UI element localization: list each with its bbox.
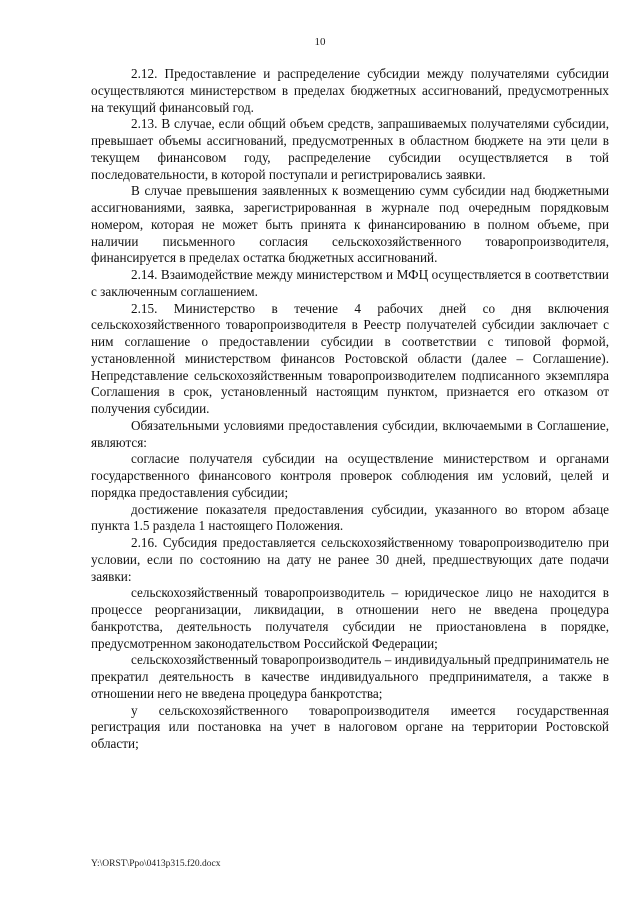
paragraph-state-registration: у сельскохозяйственного товаропроизводителя имеется государственная регистрация или постановка на учет в налоговом органе на территории Ростовской области; (91, 702, 609, 751)
paragraph-2-12: 2.12. Предоставление и распределение субсидии между получателями субсидии осуществляются министерством в пределах бюджетных ассигнований, предусмотренных на текущий финансовый год. (91, 66, 609, 115)
paragraph-2-16: 2.16. Субсидия предоставляется сельскохозяйственному товаропроизводителю при условии, если по состоянию на дату не ранее 30 дней, предшествующих дате подачи заявки: (91, 535, 609, 584)
paragraph-2-13: 2.13. В случае, если общий объем средств, запрашиваемых получателями субсидии, превышает объемы ассигнований, предусмотренных в областном бюджете на эти цели в текущем финансовом году, распределение субсидии осуществляется в той последовательности, в которой поступали и регистрировались заявки. (91, 116, 609, 182)
paragraph-excess-claims: В случае превышения заявленных к возмещению сумм субсидии над бюджетными ассигнованиями, заявка, зарегистрированная в журнале под очередным порядковым номером, которая не может быть принята к финансированию в полном объеме, при наличии письменного согласия сельскохозяйственного товаропроизводителя, финансируется в пределах остатка бюджетных ассигнований. (91, 183, 609, 266)
footer-file-path: Y:\ORST\Ppo\0413p315.f20.docx (91, 859, 221, 869)
document-body (91, 66, 609, 753)
page-number: 10 (314, 36, 326, 48)
paragraph-legal-entity: сельскохозяйственный товаропроизводитель – юридическое лицо не находится в процессе реорганизации, ликвидации, в отношении него не введена процедура банкротства, деятельность получателя субсидии не приостановлена в порядке, предусмотренном законодательством Российской Федерации; (91, 585, 609, 651)
paragraph-2-15: 2.15. Министерство в течение 4 рабочих дней со дня включения сельскохозяйственного товаропроизводителя в Реестр получателей субсидии заключает с ним соглашение о предоставлении субсидии в соответствии с типовой формой, установленной министерством финансов Ростовской области (далее – Соглашение). Непредставление сельскохозяйственным товаропроизводителем подписанного экземпляра Соглашения в срок, установленный настоящим пунктом, признается его отказом от получения субсидии. (91, 300, 609, 416)
paragraph-consent-inspections: согласие получателя субсидии на осуществление министерством и органами государственного финансового контроля проверок соблюдения им условий, целей и порядка предоставления субсидии; (91, 451, 609, 500)
paragraph-2-14: 2.14. Взаимодействие между министерством и МФЦ осуществляется в соответствии с заключенным соглашением. (91, 267, 609, 299)
paragraph-individual-entrepreneur: сельскохозяйственный товаропроизводитель – индивидуальный предприниматель не прекратил деятельность в качестве индивидуального предпринимателя, а также в отношении него не введена процедура банкротства; (91, 652, 609, 701)
paragraph-mandatory-conditions: Обязательными условиями предоставления субсидии, включаемыми в Соглашение, являются: (91, 417, 609, 450)
paragraph-indicator-achievement: достижение показателя предоставления субсидии, указанного во втором абзаце пункта 1.5 раздела 1 настоящего Положения. (91, 501, 609, 534)
